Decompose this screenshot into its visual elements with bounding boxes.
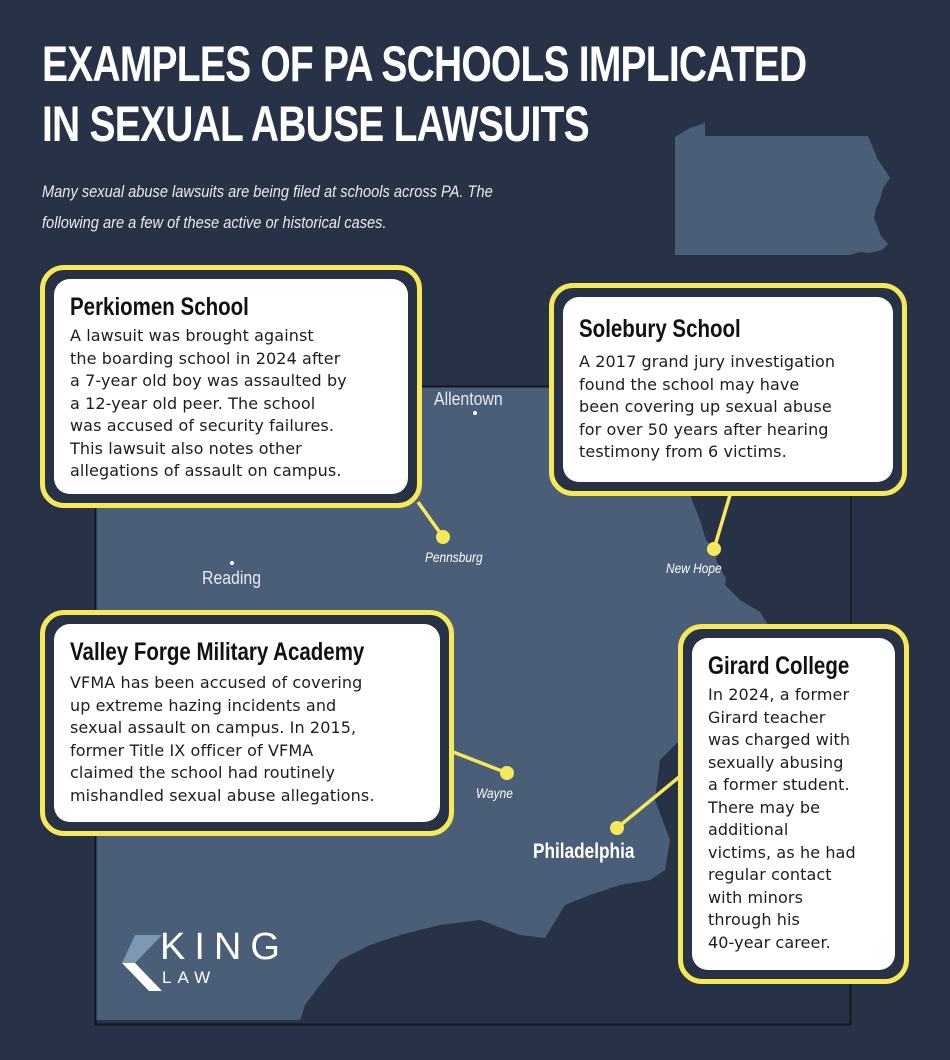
card-body [692, 638, 895, 970]
logo-name: KING [160, 926, 289, 968]
card-body [54, 279, 408, 494]
title-line-1: EXAMPLES OF PA SCHOOLS IMPLICATED [42, 36, 807, 92]
card-body [54, 624, 440, 822]
city-label-wayne: Wayne [476, 785, 513, 801]
subtitle-line-1: Many sexual abuse lawsuits are being filed at schools across PA. The [42, 182, 493, 201]
card-valley-forge-military-academy [40, 610, 454, 836]
chevron-logo-icon [122, 935, 162, 991]
new-hope-marker[interactable] [707, 542, 721, 556]
city-label-allentown: Allentown [434, 389, 503, 409]
card-text: VFMA has been accused of covering up extreme hazing incidents and sexual assault on campus. In 2015, former Title IX officer of VFMA claimed the school had routinely mishandled sexual abuse allegations. [70, 673, 375, 805]
card-title: Perkiomen School [70, 293, 249, 321]
card-title: Solebury School [579, 315, 741, 343]
pennsburg-marker[interactable] [436, 530, 450, 544]
card-solebury-school [549, 283, 907, 496]
card-girard-college [678, 624, 909, 984]
card-body [563, 297, 893, 482]
city-label-pennsburg: Pennsburg [425, 549, 483, 565]
philadelphia-marker[interactable] [610, 821, 624, 835]
subtitle-line-2: following are a few of these active or historical cases. [42, 213, 387, 232]
card-title: Valley Forge Military Academy [70, 638, 365, 666]
city-label-new-hope: New Hope [666, 560, 722, 576]
city-label-reading: Reading [202, 568, 262, 588]
title-line-2: IN SEXUAL ABUSE LAWSUITS [42, 96, 589, 152]
card-text: A lawsuit was brought against the boarding school in 2024 after a 7-year old boy was assaulted by a 12-year old peer. The school was accused of security failures. This lawsuit also notes other allegations of assault on campus. [70, 326, 347, 480]
city-label-philadelphia: Philadelphia [533, 840, 635, 863]
allentown-dot [473, 411, 477, 415]
card-text: A 2017 grand jury investigation found the school may have been covering up sexual abuse for over 50 years after hearing testimony from 6 victims. [579, 352, 836, 461]
page-title [42, 34, 806, 154]
logo-sub: LAW [162, 968, 217, 987]
card-perkiomen-school [40, 265, 422, 508]
wayne-marker[interactable] [500, 766, 514, 780]
reading-dot [230, 561, 234, 565]
card-text: In 2024, a former Girard teacher was charged with sexually abusing a former student. There may be additional victims, as he had regular contact with minors through his 40-year career. [708, 685, 856, 952]
subtitle [42, 176, 493, 238]
card-title: Girard College [708, 652, 850, 680]
